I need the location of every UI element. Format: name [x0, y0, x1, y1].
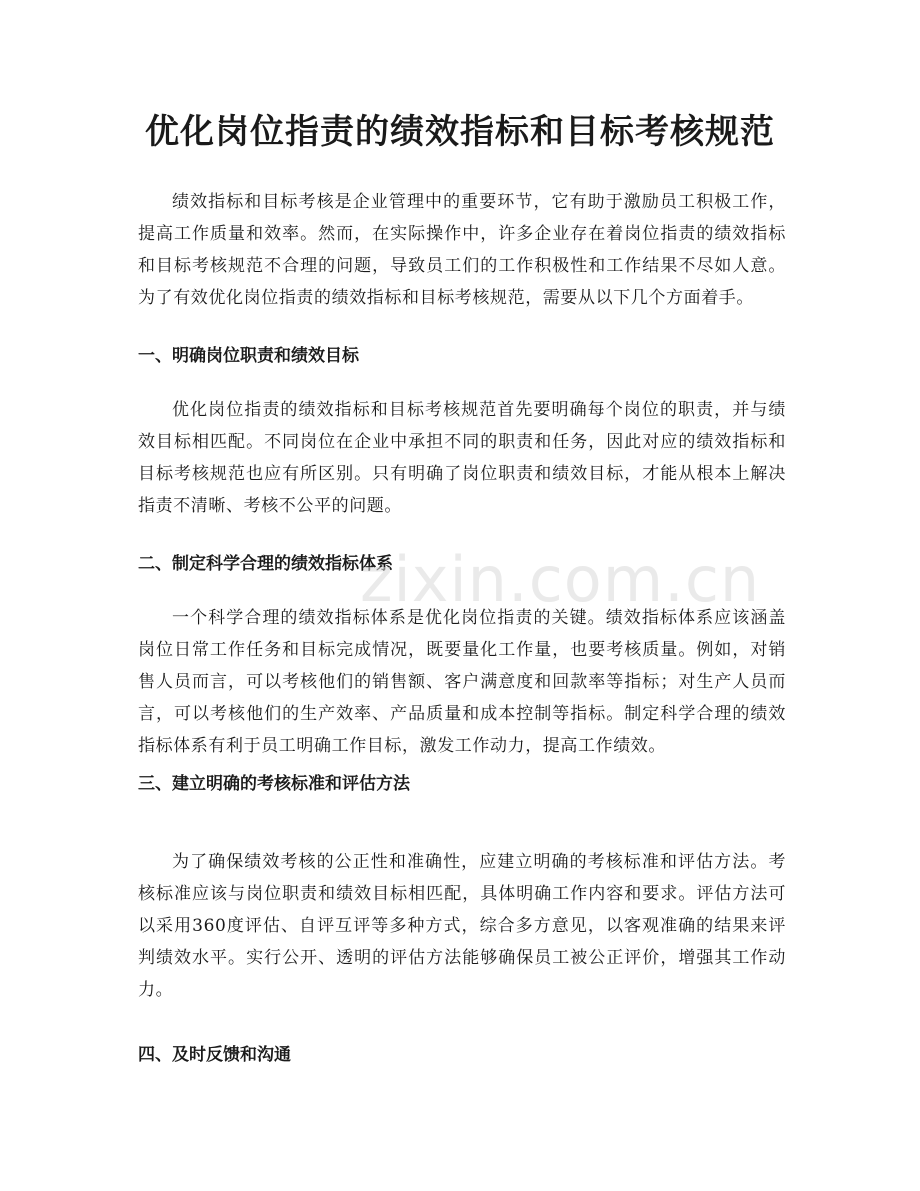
- section-1-paragraph: 优化岗位指责的绩效指标和目标考核规范首先要明确每个岗位的职责，并与绩效目标相匹配。不同岗位在企业中承担不同的职责和任务，因此对应的绩效指标和目标考核规范也应有所区别。只有明确了岗位职责和绩效目标，才能从根本上解决指责不清晰、考核不公平的问题。: [138, 400, 786, 516]
- section-2-paragraph: 一个科学合理的绩效指标体系是优化岗位指责的关键。绩效指标体系应该涵盖岗位日常工作任务和目标完成情况，既要量化工作量，也要考核质量。例如，对销售人员而言，可以考核他们的销售额、客户满意度和回款率等指标；对生产人员而言，可以考核他们的生产效率、产品质量和成本控制等指标。制定科学合理的绩效指标体系有利于员工明确工作目标，激发工作动力，提高工作绩效。: [138, 608, 786, 756]
- section-3-paragraph: 为了确保绩效考核的公正性和准确性，应建立明确的考核标准和评估方法。考核标准应该与岗位职责和绩效目标相匹配，具体明确工作内容和要求。评估方法可以采用360度评估、自评互评等多种方式，综合多方意见，以客观准确的结果来评判绩效水平。实行公开、透明的评估方法能够确保员工被公正评价，增强其工作动力。: [138, 852, 786, 1000]
- section-1-heading: 一、明确岗位职责和绩效目标: [138, 346, 359, 366]
- section-2-heading: 二、制定科学合理的绩效指标体系: [138, 554, 393, 574]
- section-4-heading: 四、及时反馈和沟通: [138, 1045, 291, 1065]
- watermark-text: zixin.com.cn: [360, 543, 761, 616]
- intro-paragraph: 绩效指标和目标考核是企业管理中的重要环节，它有助于激励员工积极工作，提高工作质量和效率。然而，在实际操作中，许多企业存在着岗位指责的绩效指标和目标考核规范不合理的问题，导致员工们的工作积极性和工作结果不尽如人意。为了有效优化岗位指责的绩效指标和目标考核规范，需要从以下几个方面着手。: [138, 192, 786, 308]
- section-3-heading: 三、建立明确的考核标准和评估方法: [138, 774, 410, 794]
- page-title: 优化岗位指责的绩效指标和目标考核规范: [145, 112, 775, 152]
